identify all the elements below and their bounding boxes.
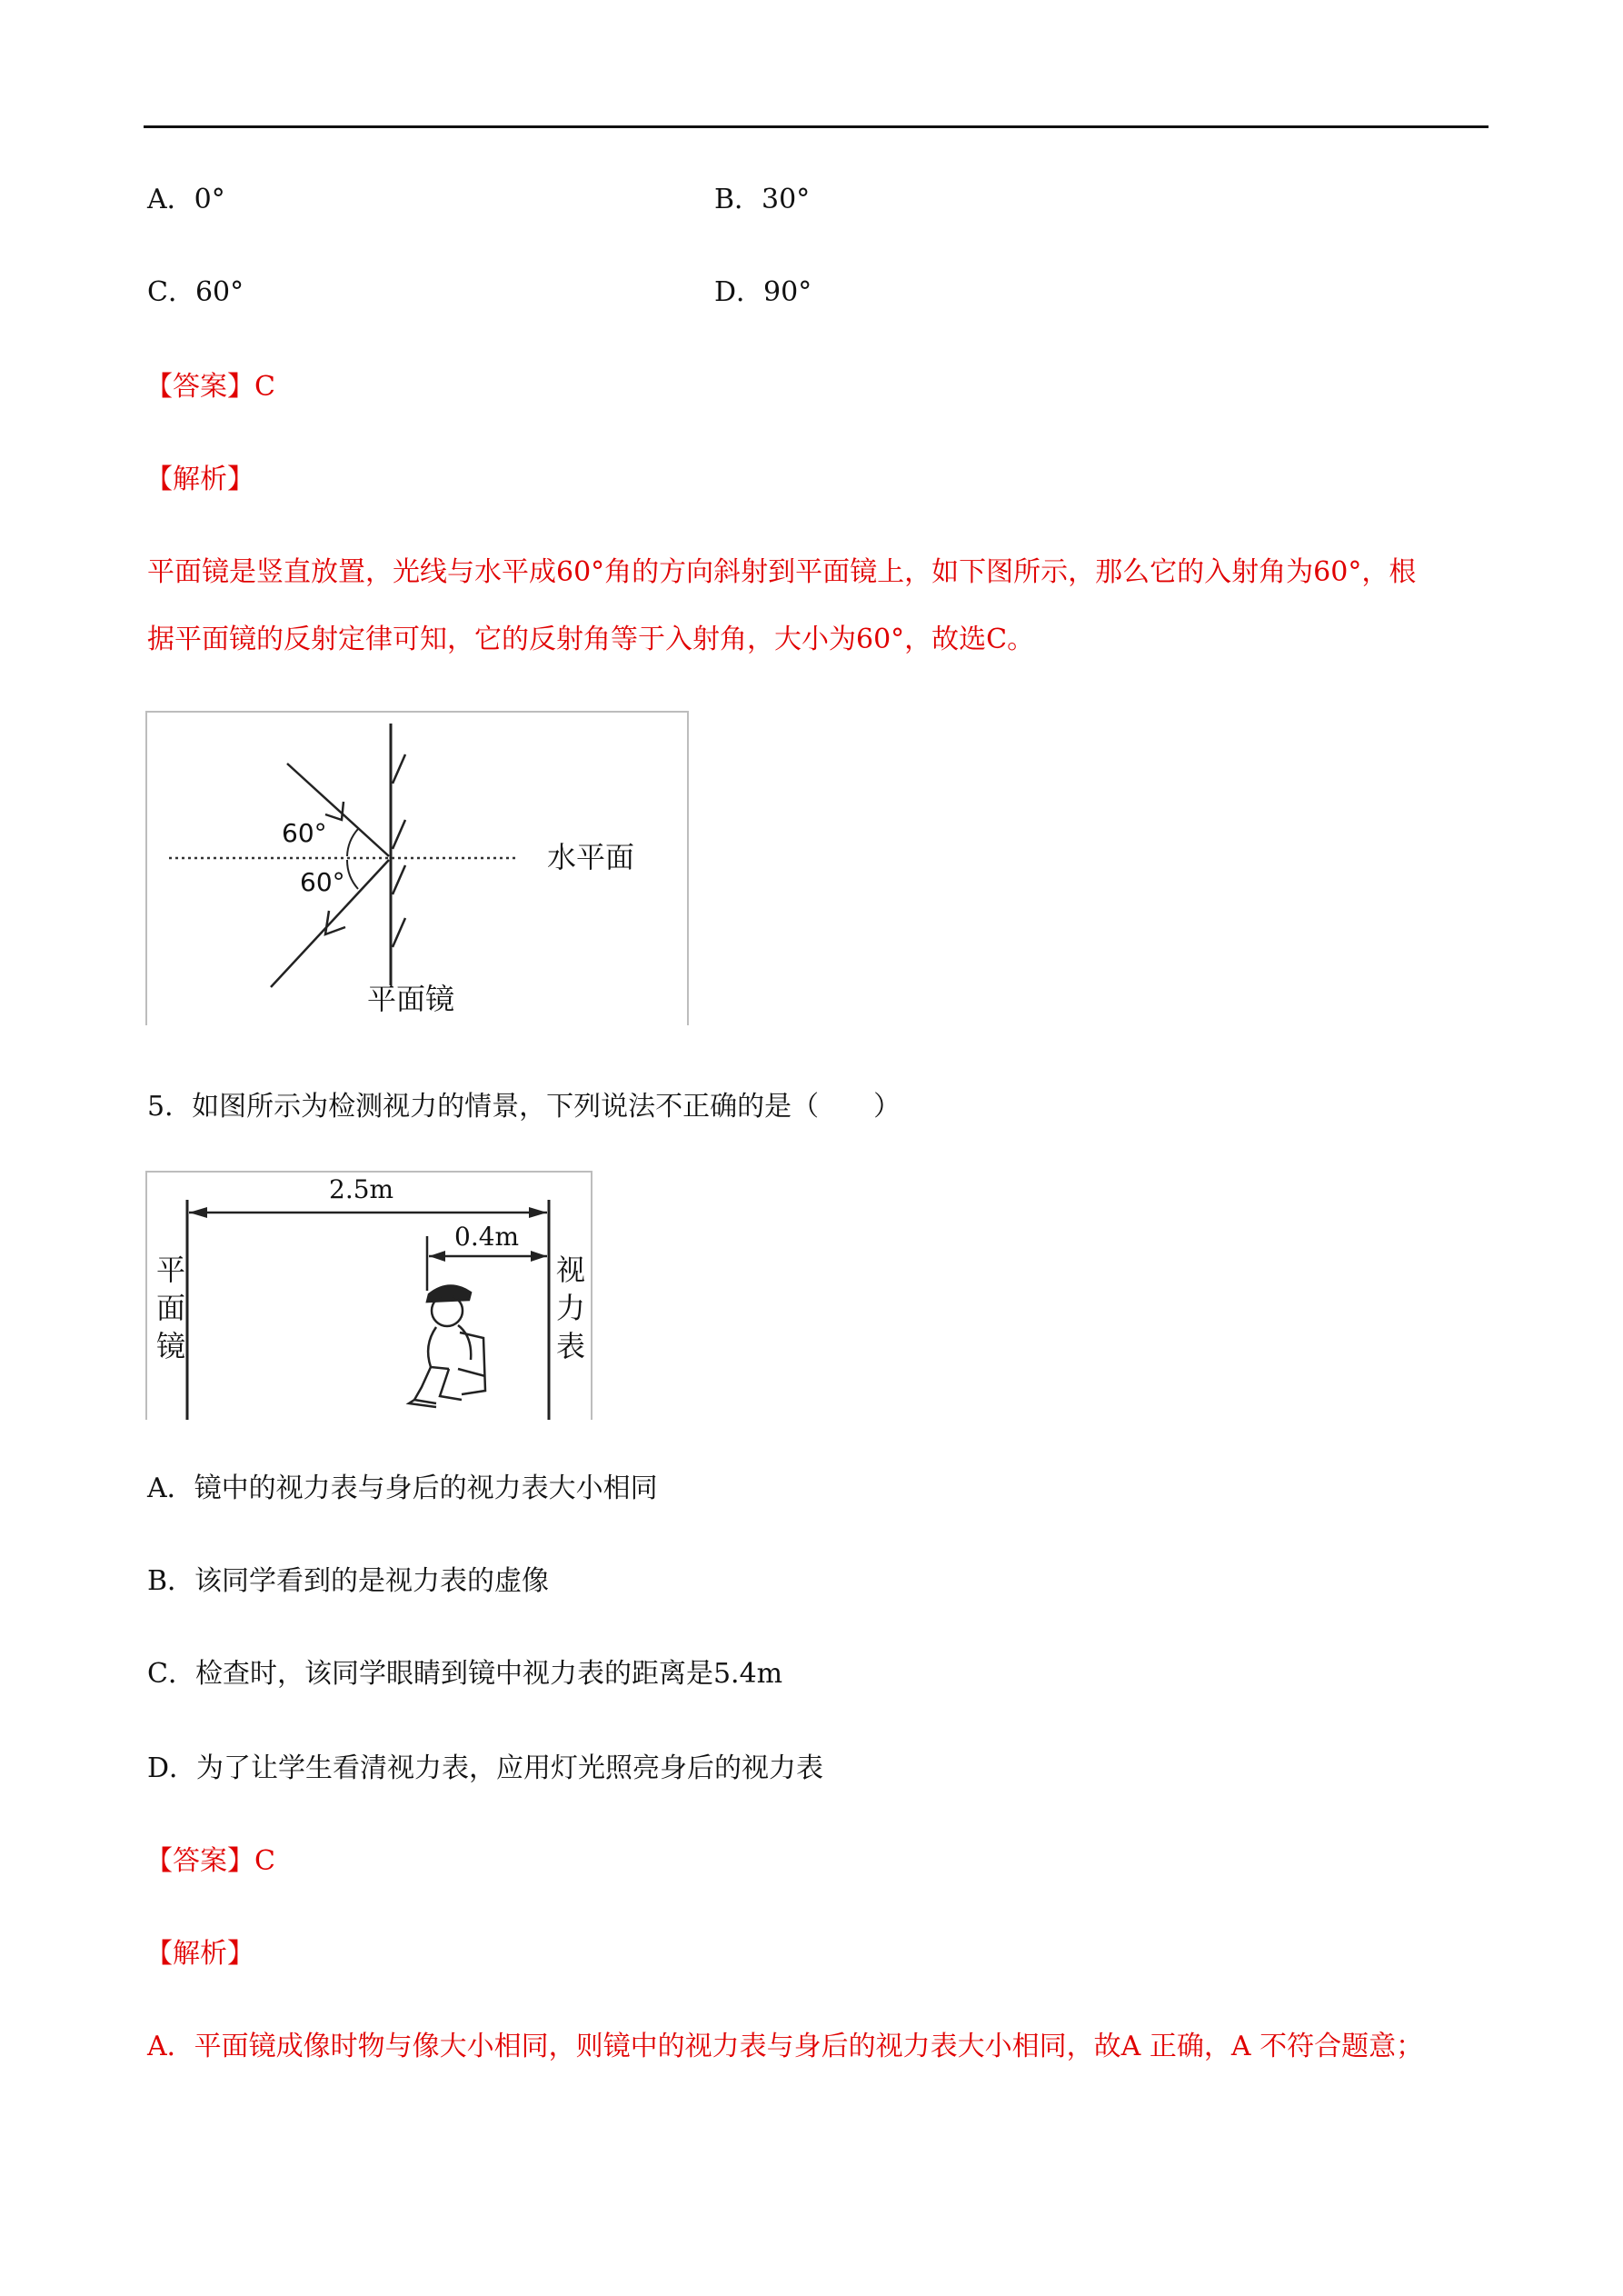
- q5-analysis-line-1: A．平面镜成像时物与像大小相同，则镜中的视力表与身后的视力表大小相同，故A 正确，A 不符合题意；: [147, 2031, 1424, 2062]
- mirror-hatching: [393, 754, 405, 947]
- eye-test-diagram: [145, 1171, 592, 1420]
- mirror-label: 平面镜: [367, 982, 455, 1016]
- q4-option-c: C．60°: [147, 276, 244, 308]
- q5-option-d: D．为了让学生看清视力表，应用灯光照亮身后的视力表: [147, 1752, 824, 1784]
- mirror-label-2: 面: [156, 1291, 186, 1325]
- person-icon: [409, 1285, 485, 1407]
- mirror-label-1: 平: [156, 1253, 186, 1287]
- q5-question: 5．如图所示为检测视力的情景，下列说法不正确的是（ ）: [147, 1091, 901, 1123]
- q4-analysis-line-1: 平面镜是竖直放置，光线与水平成60°角的方向斜射到平面镜上，如下图所示，那么它的入射角为60°，根: [147, 556, 1417, 588]
- angle-arc-top: [347, 829, 358, 856]
- q4-option-d: D．90°: [714, 276, 812, 308]
- horizontal-plane-label: 水平面: [547, 840, 635, 874]
- angle-arc-bottom: [347, 860, 358, 889]
- distance-short-label: 0.4m: [454, 1222, 520, 1252]
- angle-label-bottom: 60°: [300, 867, 345, 897]
- q4-analysis-line-2: 据平面镜的反射定律可知，它的反射角等于入射角，大小为60°，故选C。: [147, 624, 1035, 655]
- q4-analysis-label: 【解析】: [145, 464, 254, 495]
- q4-option-b: B．30°: [714, 184, 811, 215]
- q4-option-a: A．0°: [147, 184, 225, 215]
- mirror-label-3: 镜: [156, 1329, 186, 1363]
- header-rule: [144, 125, 1489, 128]
- reflection-diagram: [145, 711, 689, 1025]
- incident-arrow: [325, 802, 344, 820]
- angle-label-top: 60°: [282, 818, 327, 848]
- distance-total-label: 2.5m: [329, 1174, 394, 1204]
- chart-label-3: 表: [556, 1329, 586, 1363]
- reflected-arrow: [325, 911, 345, 934]
- q5-option-b: B．该同学看到的是视力表的虚像: [147, 1565, 550, 1597]
- q5-option-c: C．检查时，该同学眼睛到镜中视力表的距离是5.4m: [147, 1658, 783, 1690]
- q5-analysis-label: 【解析】: [145, 1938, 254, 1970]
- q5-answer: 【答案】C: [145, 1845, 275, 1877]
- q4-answer: 【答案】C: [145, 371, 275, 403]
- chart-label-1: 视: [556, 1253, 586, 1287]
- q5-option-a: A．镜中的视力表与身后的视力表大小相同: [147, 1472, 658, 1504]
- chart-label-2: 力: [556, 1291, 586, 1325]
